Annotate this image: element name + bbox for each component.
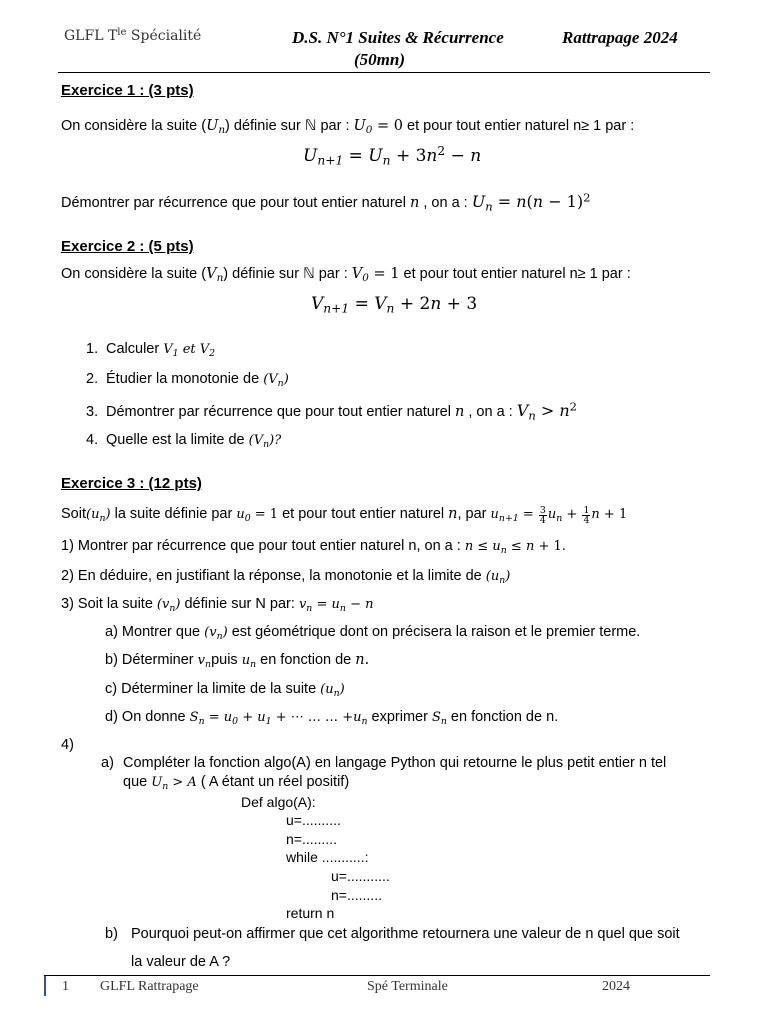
header-duration: (50mn) — [354, 50, 405, 69]
footer-page-number: 1 — [62, 979, 69, 994]
algo-line-while: while ...........: — [286, 849, 369, 865]
exercise-3-intro: $Soit(u_n)$ la suite définie par $u_0 = 1$ et pour tout entier naturel n, par $u_{n+1}$ = $\frac{3}{4}$ $u_n$ + $\frac{1}{4}$ n + 1 — [61, 505, 628, 527]
exercise-1-title: Exercice 1 : (3 pts) — [61, 82, 194, 99]
algo-line-def: Def algo(A): — [241, 794, 316, 810]
exercise-3-title: Exercice 3 : (12 pts) — [61, 475, 202, 492]
algo-line-n-update: n=......... — [331, 887, 382, 903]
exercise-3-question-4b-line-2: la valeur de A ? — [131, 954, 231, 970]
header-class-label: GLFL $T^{le}$ Spécialité — [64, 26, 202, 44]
algo-line-u-init: u=.......... — [286, 812, 341, 828]
exercise-2-definition: On considère la suite $(V_n)$ définie sur ℕ par : $V_0 = 1$ et pour tout entier naturel n≥ 1 par : — [61, 266, 631, 285]
exercise-3-question-3b: b) Déterminer $v_npuis$ $u_n$ en fonction de n. — [105, 652, 370, 670]
footer-right-text: 2024 — [602, 979, 630, 994]
exercise-2-item-1: 1. Calculer $V_1$ et $V_2$ — [86, 341, 216, 359]
header-session: Rattrapage 2024 — [562, 28, 678, 47]
exercise-3-question-3a: a) Montrer que $(v_n)$ est géométrique dont on précisera la raison et le premier terme. — [105, 624, 641, 642]
exercise-3-question-4b-line-1: Pourquoi peut-on affirmer que cet algorithme retournera une valeur de n quel que soit — [131, 926, 680, 942]
exercise-3-question-2: 2) En déduire, en justifiant la réponse, la monotonie et la limite de $(u_n)$ — [61, 568, 511, 586]
header-rule — [58, 72, 710, 73]
footer-accent-bar — [44, 976, 46, 996]
exercise-1-question: Démontrer par récurrence que pour tout entier naturel n , on a : $U_n = n(n - 1)^2$ — [61, 190, 591, 214]
header-test-title: D.S. N°1 Suites & Récurrence — [292, 28, 504, 47]
algo-line-return: return n — [286, 905, 335, 921]
exercise-2-item-3: 3. Démontrer par récurrence que pour tout entier naturel n , on a : $V_n > n^2$ — [86, 399, 577, 423]
exercise-3-question-4a-line-2: que $U_n > A$ ( A étant un réel positif) — [123, 774, 350, 792]
algo-line-u-update: u=........... — [331, 868, 390, 884]
exercise-3-question-4a-line-1: Compléter la fonction algo(A) en langage Python qui retourne le plus petit entier n tel — [123, 755, 667, 771]
footer-rule — [44, 975, 710, 976]
exercise-3-question-4b-label: b) — [105, 926, 118, 942]
exercise-2-item-2: 2. Étudier la monotonie de $(V_n)$ — [86, 371, 289, 389]
exercise-3-question-4a-label: a) — [101, 755, 114, 771]
algo-line-n-init: n=......... — [286, 831, 337, 847]
exercise-1-definition: On considère la suite $(U_n)$ définie sur ℕ par : $U_0 = 0$ et pour tout entier naturel n≥ 1 par : — [61, 118, 635, 137]
exercise-3-question-4: 4) — [61, 737, 74, 753]
exercise-2-recurrence-formula: $V_{n+1} = V_n + 2n + 3$ — [311, 294, 478, 316]
exercise-3-question-3: 3) Soit la suite $(v_n)$ définie sur N par: $v_n = u_n - n$ — [61, 596, 374, 614]
footer-left-text: GLFL Rattrapage — [100, 979, 199, 994]
footer-center-text: Spé Terminale — [367, 979, 448, 994]
exercise-1-recurrence-formula: $U_{n+1} = U_n + 3n^2 - n$ — [303, 143, 482, 168]
exercise-2-title: Exercice 2 : (5 pts) — [61, 238, 194, 255]
exercise-3-question-3d: d) On donne $S_n = u_0 + u_1$ + ⋯ … … $+u_n$ exprimer $S_n$ en fonction de n. — [105, 709, 559, 727]
exercise-3-question-3c: c) Déterminer la limite de la suite $(u_n)$ — [105, 681, 345, 699]
exercise-3-question-1: 1) Montrer par récurrence que pour tout entier naturel n, on a : $n \le u_n \le n + 1$. — [61, 538, 566, 556]
exercise-2-item-4: 4. Quelle est la limite de $(V_n)$? — [86, 432, 282, 450]
